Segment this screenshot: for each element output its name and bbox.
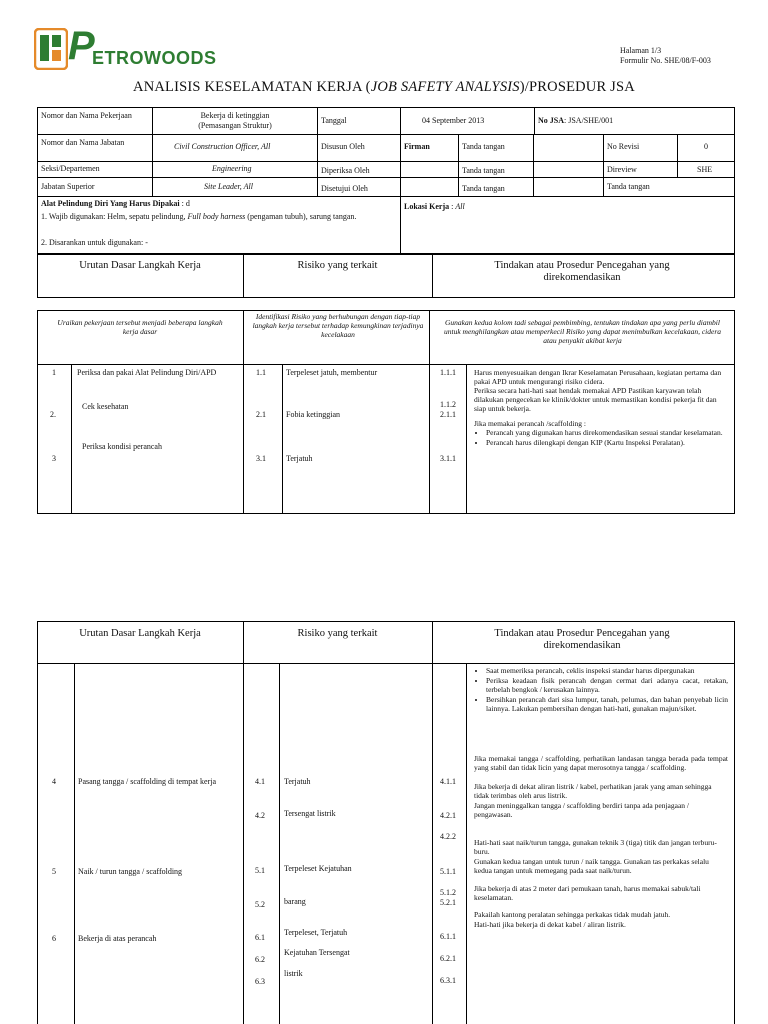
risk-no: 4.2 [255, 811, 265, 820]
risk-no: 6.2 [255, 955, 265, 964]
risk-text: Terjatuh [286, 454, 313, 463]
logo-text: ETROWOODS [92, 48, 217, 68]
section-value: Engineering [212, 164, 252, 173]
action-bullet: • Saat memeriksa perancah, ceklis inspeksi standar harus dipergunakan [486, 666, 728, 675]
action-text: Jangan meninggalkan tangga / scaffolding berdiri tanpa ada penjagaan / pengawasan. [474, 801, 689, 819]
step-no: 2. [50, 410, 56, 419]
action-bullet: • Bersihkan perancah dari sisa lumpur, tanah, pelumas, dan bahan penyebab licin lainnya. Lakukan pembersihan dengan hati-hati, gunakan majun/siket. [486, 695, 728, 713]
action-no: 2.1.1 [440, 410, 456, 419]
action-no: 4.2.1 [440, 811, 456, 820]
prepared-label: Disusun Oleh [321, 142, 365, 151]
page-title: ANALISIS KESELAMATAN KERJA (JOB SAFETY ANALYSIS)/PROSEDUR JSA [133, 79, 635, 95]
revision-label: No Revisi [607, 142, 640, 151]
actions-cell-1 [474, 368, 730, 448]
prepared-value: Firman [404, 142, 430, 151]
job-value: Bekerja di ketinggian (Pemasangan Struktur) [198, 111, 272, 130]
position-label: Nomor dan Nama Jabatan [41, 138, 125, 147]
risk-no: 5.2 [255, 900, 265, 909]
section-label: Seksi/Departemen [41, 164, 100, 173]
col-actions-heading-2: Tindakan atau Prosedur Pencegahan yang direkomendasikan [494, 628, 670, 651]
col-actions-heading: Tindakan atau Prosedur Pencegahan yang direkomendasikan [494, 260, 670, 283]
col-steps-heading: Urutan Dasar Langkah Kerja [79, 260, 201, 271]
job-label: Nomor dan Nama Pekerjaan [41, 111, 132, 120]
sign-label-1: Tanda tangan [462, 142, 505, 151]
date-label: Tanggal [321, 116, 347, 125]
review-value: SHE [697, 165, 713, 174]
page-number: Halaman 1/3 [620, 46, 662, 55]
position-value: Civil Construction Officer, All [174, 142, 271, 151]
revision-value: 0 [704, 142, 708, 151]
action-text: Hati-hati saat naik/turun tangga, gunakan teknik 3 (tiga) titik dan jangan terburu-buru. [474, 838, 717, 856]
risk-no: 1.1 [256, 368, 266, 377]
risk-no: 6.1 [255, 933, 265, 942]
risk-text: Terjatuh [284, 777, 311, 786]
action-text: Gunakan kedua tangan untuk turun / naik tangga. Gunakan tas perkakas selalu kedua tangan untuk memegang pada saat naik/turun. [474, 857, 709, 875]
action-bullet: • Perancah yang digunakan harus direkomendasikan sesuai standar keselamatan. [486, 428, 730, 437]
risk-text: Fobia ketinggian [286, 410, 340, 419]
superior-label: Jabatan Superior [41, 182, 95, 191]
col-risks-heading: Risiko yang terkait [297, 260, 378, 271]
risk-no: 6.3 [255, 977, 265, 986]
step-no: 4 [52, 777, 56, 786]
step-text: Naik / turun tangga / scaffolding [78, 867, 183, 876]
step-no: 6 [52, 934, 56, 943]
checked-label: Diperiksa Oleh [321, 166, 370, 175]
action-bullet: • Perancah harus dilengkapi dengan KIP (Kartu Inspeksi Peralatan). [486, 438, 730, 447]
form-number: Formulir No. SHE/08/F-003 [620, 56, 711, 65]
risk-text: Tersengat listrik [284, 809, 336, 818]
review-label: Direview [607, 165, 637, 174]
actions-cell-2-bullets [474, 666, 728, 714]
info-table [37, 107, 735, 254]
action-no: 5.1.2 [440, 888, 456, 897]
logo-letter: P [68, 24, 95, 68]
action-no: 6.2.1 [440, 954, 456, 963]
step-text: Pasang tangga / scaffolding di tempat kerja [78, 777, 217, 786]
step-text: Periksa dan pakai Alat Pelindung Diri/APD [77, 368, 217, 377]
step-no: 5 [52, 867, 56, 876]
action-bullet: • Periksa keadaan fisik perancah dengan cermat dari adanya cacat, retakan, terbelah bengkok / kerusakan lainnya. [486, 676, 728, 694]
col-risks-heading-2: Risiko yang terkait [297, 628, 378, 639]
step-no: 3 [52, 454, 56, 463]
work-location: Lokasi Kerja : All [404, 202, 465, 211]
sign-label-3: Tanda tangan [462, 184, 505, 193]
approved-label: Disetujui Oleh [321, 184, 368, 193]
petrowoods-logo-icon [34, 28, 68, 70]
risk-no: 5.1 [255, 866, 265, 875]
action-no: 4.2.2 [440, 832, 456, 841]
risk-text: Terpeleset jatuh, membentur [286, 368, 378, 377]
superior-value: Site Leader, All [204, 182, 253, 191]
action-text: Hati-hati jika bekerja di dekat kabel / aliran listrik. [474, 920, 626, 929]
guide-col-3: Gunakan kedua kolom tadi sebagai pembimbing, tentukan tindakan apa yang perlu diambil untuk menghilangkan atau memperkecil Risiko yang dapat menimbulkan kecelakaan, cidera atau penyakit akibat kerja [443, 318, 721, 345]
step-no: 1 [52, 368, 56, 377]
action-no: 6.1.1 [440, 932, 456, 941]
jsa-number: No JSA: JSA/SHE/001 [538, 116, 614, 125]
guide-col-2: Identifikasi Risiko yang berhubungan dengan tiap-tiap langkah kerja tersebut terhadap kemungkinan terjadinya kecelakaan [252, 312, 424, 339]
ppe-heading: Alat Pelindung Diri Yang Harus Dipakai : d [41, 199, 190, 208]
action-no: 3.1.1 [440, 454, 456, 463]
risk-no: 2.1 [256, 410, 266, 419]
action-no: 5.1.1 [440, 867, 456, 876]
risk-text: Kejatuhan Tersengat [284, 948, 350, 957]
action-text: Jika bekerja di dekat aliran listrik / kabel, perhatikan jarak yang aman sehingga tidak terimbas oleh arus listrik. [474, 782, 712, 800]
step-text: Cek kesehatan [82, 402, 129, 411]
risk-text: listrik [284, 969, 303, 978]
action-no: 4.1.1 [440, 777, 456, 786]
risk-no: 4.1 [255, 777, 265, 786]
action-text: Jika bekerja di atas 2 meter dari pemukaan tanah, harus memakai sabuk/tali keselamatan. [474, 884, 701, 902]
sign-label-2: Tanda tangan [462, 166, 505, 175]
guide-col-1: Uraikan pekerjaan tersebut menjadi beberapa langkah kerja dasar [57, 318, 223, 336]
action-text: Jika memakai tangga / scaffolding, perhatikan landasan tangga berada pada tempat yang stabil dan tidak licin yang dapat merosotnya tangga / scaffolding. [474, 754, 728, 772]
risk-text: Terpeleset Kejatuhan [284, 864, 352, 873]
risk-text: barang [284, 897, 306, 906]
action-text: Pakailah kantong peralatan sehingga perkakas tidak mudah jatuh. [474, 910, 671, 919]
step-text: Bekerja di atas perancah [78, 934, 157, 943]
action-no: 5.2.1 [440, 898, 456, 907]
risk-no: 3.1 [256, 454, 266, 463]
ppe-item-1: 1. Wajib digunakan: Helm, sepatu pelindung, Full body harness (pengaman tubuh), sarung tangan. [41, 212, 357, 221]
ppe-item-2: 2. Disarankan untuk digunakan: - [41, 238, 148, 247]
action-no: 6.3.1 [440, 976, 456, 985]
action-text: Harus menyesuaikan dengan Ikrar Keselamatan Perusahaan, kegiatan pertama dan pakai APD untuk mengurangi risiko cidera. [474, 368, 722, 386]
action-text: Jika memakai perancah /scaffolding : [474, 419, 586, 428]
date-value: 04 September 2013 [422, 116, 485, 125]
action-no: 1.1.2 [440, 400, 456, 409]
action-text: Periksa secara hati-hati saat hendak memakai APD Pastikan karyawan telah dilakukan pengecekan ke klinik/dokter untuk memastikan kondisi pekerja fit dan siap untuk bekerja. [474, 386, 717, 413]
sign-label-4: Tanda tangan [607, 182, 650, 191]
col-steps-heading-2: Urutan Dasar Langkah Kerja [79, 628, 201, 639]
step-text: Periksa kondisi perancah [82, 442, 162, 451]
action-no: 1.1.1 [440, 368, 456, 377]
company-logo [34, 24, 217, 72]
risk-text: Terpeleset, Terjatuh [284, 928, 348, 937]
